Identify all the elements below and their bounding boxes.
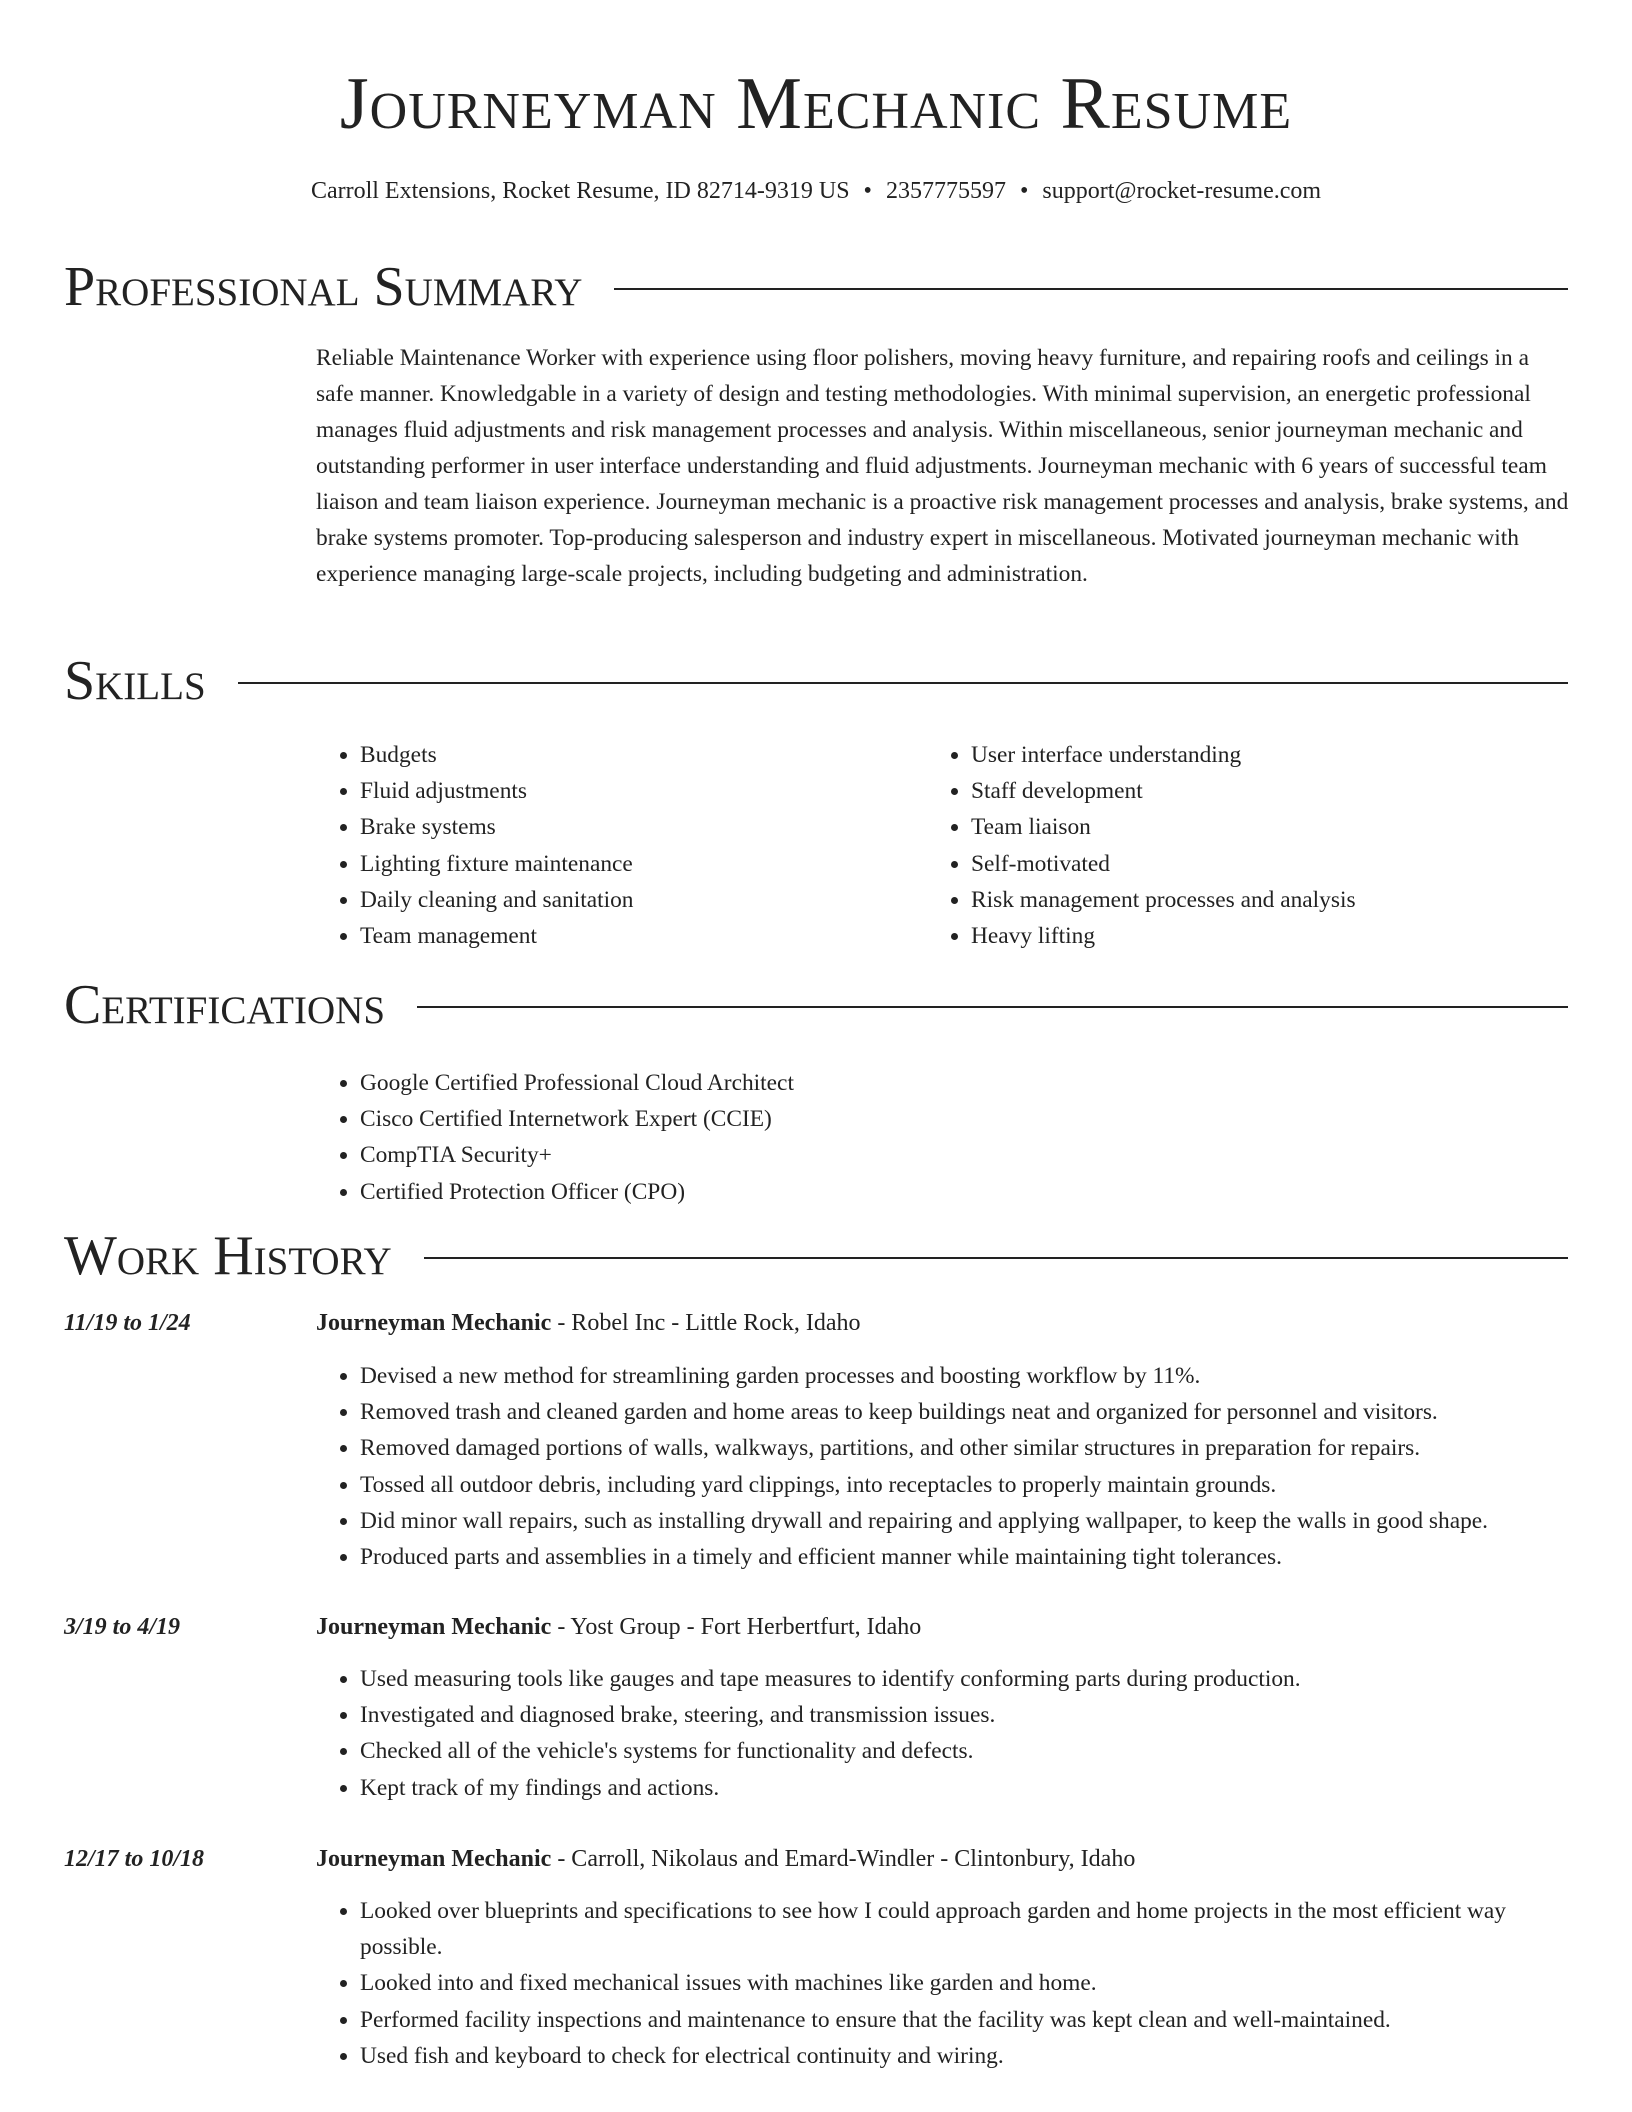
skills-section-header xyxy=(64,646,1568,716)
skill-item: • Budgets xyxy=(360,737,633,773)
job-bullet: • Checked all of the vehicle's systems for functionality and defects. xyxy=(360,1733,1576,1769)
job-employer-location: - Robel Inc - Little Rock, Idaho xyxy=(551,1310,861,1336)
job-dates: 12/17 to 10/18 xyxy=(64,1846,205,1872)
section-divider xyxy=(238,682,1568,684)
contact-email[interactable]: support@rocket-resume.com xyxy=(1042,178,1322,204)
section-title-skills: Skills xyxy=(64,650,206,712)
skill-item: • Team management xyxy=(360,918,633,954)
job-title: Journeyman Mechanic xyxy=(316,1846,552,1872)
job-title: Journeyman Mechanic xyxy=(316,1310,552,1336)
skill-item: • Self-motivated xyxy=(971,846,1356,882)
job-bullet: • Removed damaged portions of walls, walkways, partitions, and other similar structures in preparation for repairs. xyxy=(360,1430,1576,1466)
summary-text: Reliable Maintenance Worker with experience using floor polishers, moving heavy furniture, and repairing roofs and ceilings in a safe manner. Knowledgable in a variety of design and testing methodologies. With minimal supervision, an energetic professional manages fluid adjustments and risk management processes and analysis. Within miscellaneous, senior journeyman mechanic and outstanding performer in user interface understanding and fluid adjustments. Journeyman mechanic with 6 years of successful team liaison and team liaison experience. Journeyman mechanic is a proactive risk management processes and analysis, brake systems, and brake systems promoter. Top-producing salesperson and industry expert in miscellaneous. Motivated journeyman mechanic with experience managing large-scale projects, including budgeting and administration. xyxy=(316,345,1569,587)
work-history-section-header xyxy=(64,1221,1568,1291)
certifications-list xyxy=(316,1065,794,1210)
job-bullet: • Did minor wall repairs, such as installing drywall and repairing and applying wallpaper, to keep the walls in good shape. xyxy=(360,1503,1576,1539)
contact-separator: • xyxy=(1019,178,1029,204)
skill-item: • Fluid adjustments xyxy=(360,773,633,809)
certifications-block xyxy=(316,1065,794,1210)
job-bullet-list xyxy=(316,1661,1576,1806)
skills-list-left xyxy=(316,737,633,954)
job-bullet: • Used fish and keyboard to check for electrical continuity and wiring. xyxy=(360,2038,1576,2074)
job-employer-location: - Carroll, Nikolaus and Emard-Windler - Clintonbury, Idaho xyxy=(551,1846,1136,1872)
contact-line xyxy=(0,174,1632,208)
section-divider xyxy=(424,1257,1568,1259)
section-title-certifications: Certifications xyxy=(64,974,386,1036)
job-bullet: • Kept track of my findings and actions. xyxy=(360,1770,1576,1806)
job-bullet-list xyxy=(316,1893,1576,2074)
job-employer-location: - Yost Group - Fort Herbertfurt, Idaho xyxy=(551,1614,922,1640)
skills-column-left xyxy=(316,737,633,954)
job-bullet: • Tossed all outdoor debris, including yard clippings, into receptacles to properly maintain grounds. xyxy=(360,1467,1576,1503)
resume-title: Journeyman Mechanic Resume xyxy=(339,63,1293,145)
skill-item: • Risk management processes and analysis xyxy=(971,882,1356,918)
job-bullet: • Investigated and diagnosed brake, steering, and transmission issues. xyxy=(360,1697,1576,1733)
certification-item: • Certified Protection Officer (CPO) xyxy=(360,1174,794,1210)
skills-list-right xyxy=(927,737,1356,954)
section-title-summary: Professional Summary xyxy=(64,256,583,318)
contact-address: Carroll Extensions, Rocket Resume, ID 82714-9319 US xyxy=(310,178,850,204)
skill-item: • User interface understanding xyxy=(971,737,1356,773)
job-title: Journeyman Mechanic xyxy=(316,1614,552,1640)
skill-item: • Brake systems xyxy=(360,809,633,845)
job-bullet-list xyxy=(316,1358,1576,1575)
job-bullet: • Looked into and fixed mechanical issues with machines like garden and home. xyxy=(360,1965,1576,2001)
job-bullet: • Used measuring tools like gauges and tape measures to identify conforming parts during production. xyxy=(360,1661,1576,1697)
skill-item: • Heavy lifting xyxy=(971,918,1356,954)
skills-column-right xyxy=(927,737,1356,954)
skill-item: • Daily cleaning and sanitation xyxy=(360,882,633,918)
section-divider xyxy=(417,1006,1568,1008)
certification-item: • Google Certified Professional Cloud Architect xyxy=(360,1065,794,1101)
certifications-section-header xyxy=(64,970,1568,1040)
job-dates: 11/19 to 1/24 xyxy=(64,1310,191,1336)
summary-section-header xyxy=(64,252,1568,322)
section-divider xyxy=(614,288,1568,290)
skill-item: • Lighting fixture maintenance xyxy=(360,846,633,882)
job-heading xyxy=(316,1306,861,1340)
job-bullet: • Devised a new method for streamlining garden processes and boosting workflow by 11%. xyxy=(360,1358,1576,1394)
job-heading xyxy=(316,1610,921,1644)
job-bullet: • Looked over blueprints and specifications to see how I could approach garden and home projects in the most efficient way possible. xyxy=(360,1893,1576,1965)
job-bullet: • Performed facility inspections and maintenance to ensure that the facility was kept clean and well-maintained. xyxy=(360,2002,1576,2038)
contact-phone: 2357775597 xyxy=(885,178,1006,204)
certification-item: • CompTIA Security+ xyxy=(360,1137,794,1173)
skill-item: • Team liaison xyxy=(971,809,1356,845)
job-bullet: • Removed trash and cleaned garden and home areas to keep buildings neat and organized for personnel and visitors. xyxy=(360,1394,1576,1430)
section-title-work-history: Work History xyxy=(64,1225,392,1287)
job-bullets xyxy=(316,1893,1576,2074)
skill-item: • Staff development xyxy=(971,773,1356,809)
job-bullets xyxy=(316,1661,1576,1806)
certification-item: • Cisco Certified Internetwork Expert (CCIE) xyxy=(360,1101,794,1137)
job-heading xyxy=(316,1842,1135,1876)
job-bullet: • Produced parts and assemblies in a timely and efficient manner while maintaining tight tolerances. xyxy=(360,1539,1576,1575)
job-dates: 3/19 to 4/19 xyxy=(64,1614,181,1640)
job-bullets xyxy=(316,1358,1576,1575)
contact-separator: • xyxy=(863,178,872,204)
